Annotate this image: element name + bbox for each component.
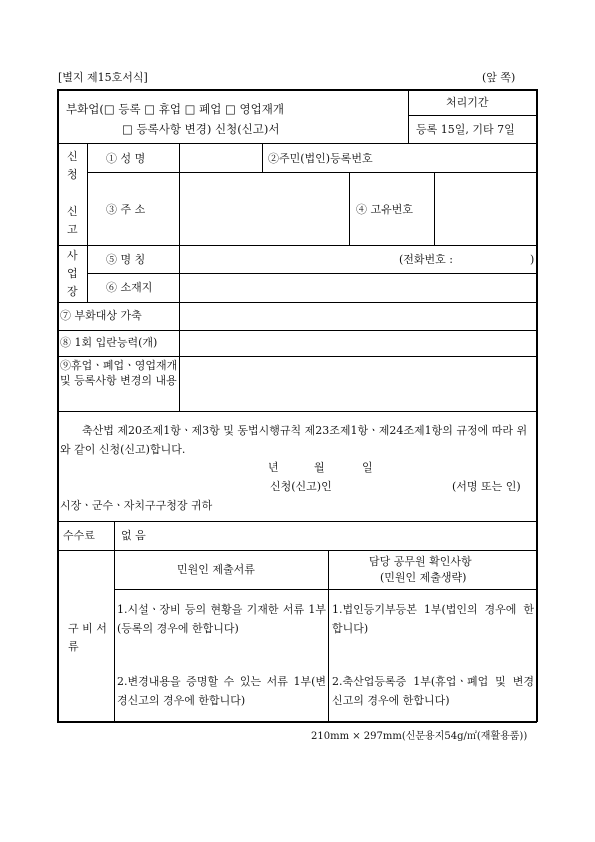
phone-close: )	[530, 253, 535, 266]
name-label: ① 성 명	[106, 152, 146, 165]
civil-doc-item-1: 1.시설ㆍ장비 등의 현황을 기재한 서류 1부(등록의 경우에 한합니다)	[117, 603, 326, 635]
form-number: [별지 제15호서식]	[58, 71, 148, 84]
reg-no-field[interactable]	[420, 152, 532, 166]
applicant-section-label-3: 신	[67, 205, 78, 218]
location-field[interactable]	[184, 281, 529, 295]
official-doc-item-1: 1.법인등기부등본 1부(법인의 경우에 한합니다)	[332, 603, 534, 635]
unique-no-field[interactable]	[439, 203, 533, 217]
phone-label: (전화번호 :	[399, 253, 453, 266]
address-label: ③ 주 소	[106, 203, 146, 216]
fee-value: 없 음	[121, 529, 146, 542]
change-label: ⑨휴업ㆍ폐업ㆍ영업재개 및 등록사항 변경의 내용	[60, 359, 178, 387]
livestock-field[interactable]	[184, 309, 529, 323]
civil-doc-item-2: 2.변경내용을 증명할 수 있는 서류 1부(변경신고의 경우에 한합니다)	[117, 675, 326, 707]
addressee: 시장ㆍ군수ㆍ자치구구청장 귀하	[60, 499, 213, 512]
business-section-label-3: 장	[67, 285, 78, 298]
processing-value: 등록 15일, 기타 7일	[416, 123, 515, 136]
form-title-line1: 부화업(□ 등록 □ 휴업 □ 폐업 □ 영업재개	[66, 102, 284, 116]
signature-note[interactable]: (서명 또는 인)	[452, 480, 521, 493]
fee-label: 수수료	[63, 529, 95, 542]
business-section-label-1: 사	[67, 249, 78, 262]
capacity-field[interactable]	[184, 336, 529, 350]
applicant-signature-label: 신청(신고)인	[270, 480, 332, 493]
declaration-body: 축산법 제20조제1항ㆍ제3항 및 동법시행규칙 제23조제1항ㆍ제24조제1항의 규정에 따라 위와 같이 신청(신고)합니다.	[60, 424, 528, 456]
location-label: ⑥ 소재지	[106, 281, 153, 294]
address-field[interactable]	[184, 203, 344, 217]
official-doc-item-2: 2.축산업등록증 1부(휴업ㆍ폐업 및 변경신고의 경우에 한합니다)	[332, 675, 534, 707]
paper-spec: 210mm × 297mm(신문용지54g/㎡(재활용품))	[311, 731, 528, 742]
livestock-label: ⑦ 부화대상 가축	[60, 309, 142, 322]
capacity-label: ⑧ 1회 입란능력(개)	[60, 336, 158, 349]
change-field[interactable]	[184, 362, 529, 406]
date-month: 월	[314, 461, 325, 474]
applicant-section-label-1: 신	[67, 150, 78, 163]
applicant-section-label-2: 청	[67, 168, 78, 181]
name-field[interactable]	[184, 152, 258, 166]
processing-label: 처리기간	[446, 96, 489, 109]
date-year: 년	[268, 461, 279, 474]
business-section-label-2: 업	[67, 267, 78, 280]
documents-section-label: 구 비 서 류	[68, 622, 107, 653]
official-docs-header-2: (민원인 제출생략)	[380, 571, 467, 584]
form-title-line2: □ 등록사항 변경) 신청(신고)서	[122, 122, 280, 136]
page-side: (앞 쪽)	[482, 71, 516, 84]
unique-no-label: ④ 고유번호	[356, 203, 414, 216]
trade-name-field[interactable]	[184, 253, 384, 267]
reg-no-label: ②주민(법인)등록번호	[268, 152, 373, 165]
official-docs-header-1: 담당 공무원 확인사항	[369, 555, 472, 568]
civil-docs-header: 민원인 제출서류	[177, 563, 255, 576]
trade-name-label: ⑤ 명 칭	[106, 253, 146, 266]
date-day: 일	[362, 461, 373, 474]
applicant-section-label-4: 고	[67, 223, 78, 236]
